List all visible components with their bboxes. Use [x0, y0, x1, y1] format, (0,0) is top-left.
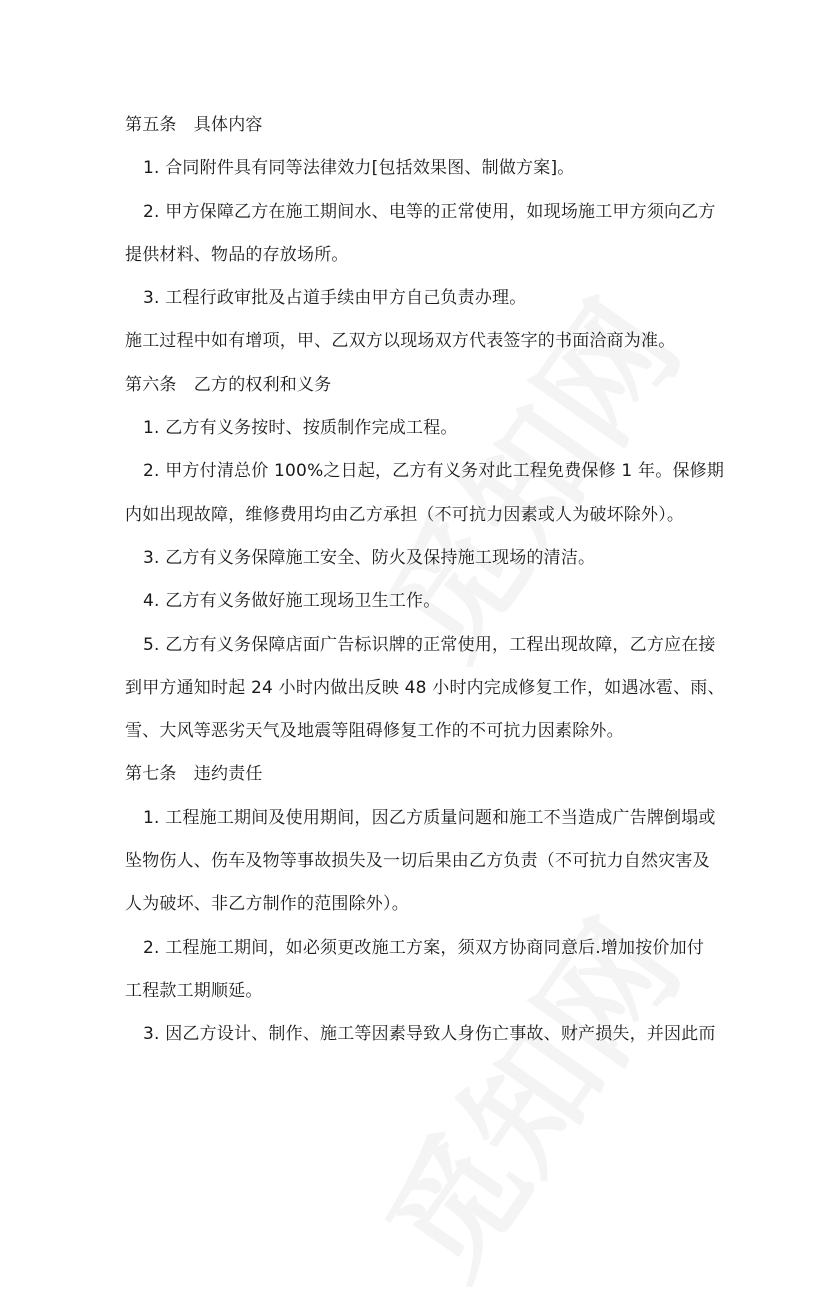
document-body — [125, 108, 725, 1061]
section-heading: 第五条 具体内容 — [125, 115, 263, 135]
text-line: 到甲方通知时起 24 小时内做出反映 48 小时内完成修复工作，如遇冰雹、雨、 — [125, 677, 725, 698]
text-line: 1. 乙方有义务按时、按质制作完成工程。 — [143, 418, 458, 439]
text-line: 3. 工程行政审批及占道手续由甲方自己负责办理。 — [143, 288, 527, 309]
section-heading: 第七条 违约责任 — [125, 764, 263, 785]
text-line: 3. 因乙方设计、制作、施工等因素导致人身伤亡事故、财产损失，并因此而 — [143, 1024, 716, 1045]
text-line: 提供材料、物品的存放场所。 — [125, 244, 349, 265]
text-line: 内如出现故障，维修费用均由乙方承担（不可抗力因素或人为破坏除外）。 — [125, 504, 685, 525]
section-heading: 第六条 乙方的权利和义务 — [125, 374, 332, 395]
text-line: 1. 合同附件具有同等法律效力[包括效果图、制做方案]。 — [143, 158, 575, 179]
text-line: 人为破坏、非乙方制作的范围除外）。 — [125, 894, 409, 915]
text-line: 雪、大风等恶劣天气及地震等阻碍修复工作的不可抗力因素除外。 — [125, 721, 624, 742]
text-line: 2. 工程施工期间，如必须更改施工方案，须双方协商同意后.增加按价加付 — [143, 937, 705, 958]
text-line: 施工过程中如有增项，甲、乙双方以现场双方代表签字的书面洽商为准。 — [125, 331, 676, 352]
text-line: 2. 甲方付清总价 100%之日起，乙方有义务对此工程免费保修 1 年。保修期 — [143, 461, 725, 482]
text-line: 2. 甲方保障乙方在施工期间水、电等的正常使用，如现场施工甲方须向乙方 — [143, 201, 716, 222]
text-line: 坠物伤人、伤车及物等事故损失及一切后果由乙方负责（不可抗力自然灾害及 — [125, 851, 710, 872]
text-line: 1. 工程施工期间及使用期间，因乙方质量问题和施工不当造成广告牌倒塌或 — [143, 807, 716, 828]
text-line: 5. 乙方有义务保障店面广告标识牌的正常使用，工程出现故障，乙方应在接 — [143, 634, 716, 655]
text-line: 3. 乙方有义务保障施工安全、防火及保持施工现场的清洁。 — [143, 547, 596, 568]
text-line: 4. 乙方有义务做好施工现场卫生工作。 — [143, 591, 441, 612]
text-line: 工程款工期顺延。 — [125, 980, 263, 1001]
